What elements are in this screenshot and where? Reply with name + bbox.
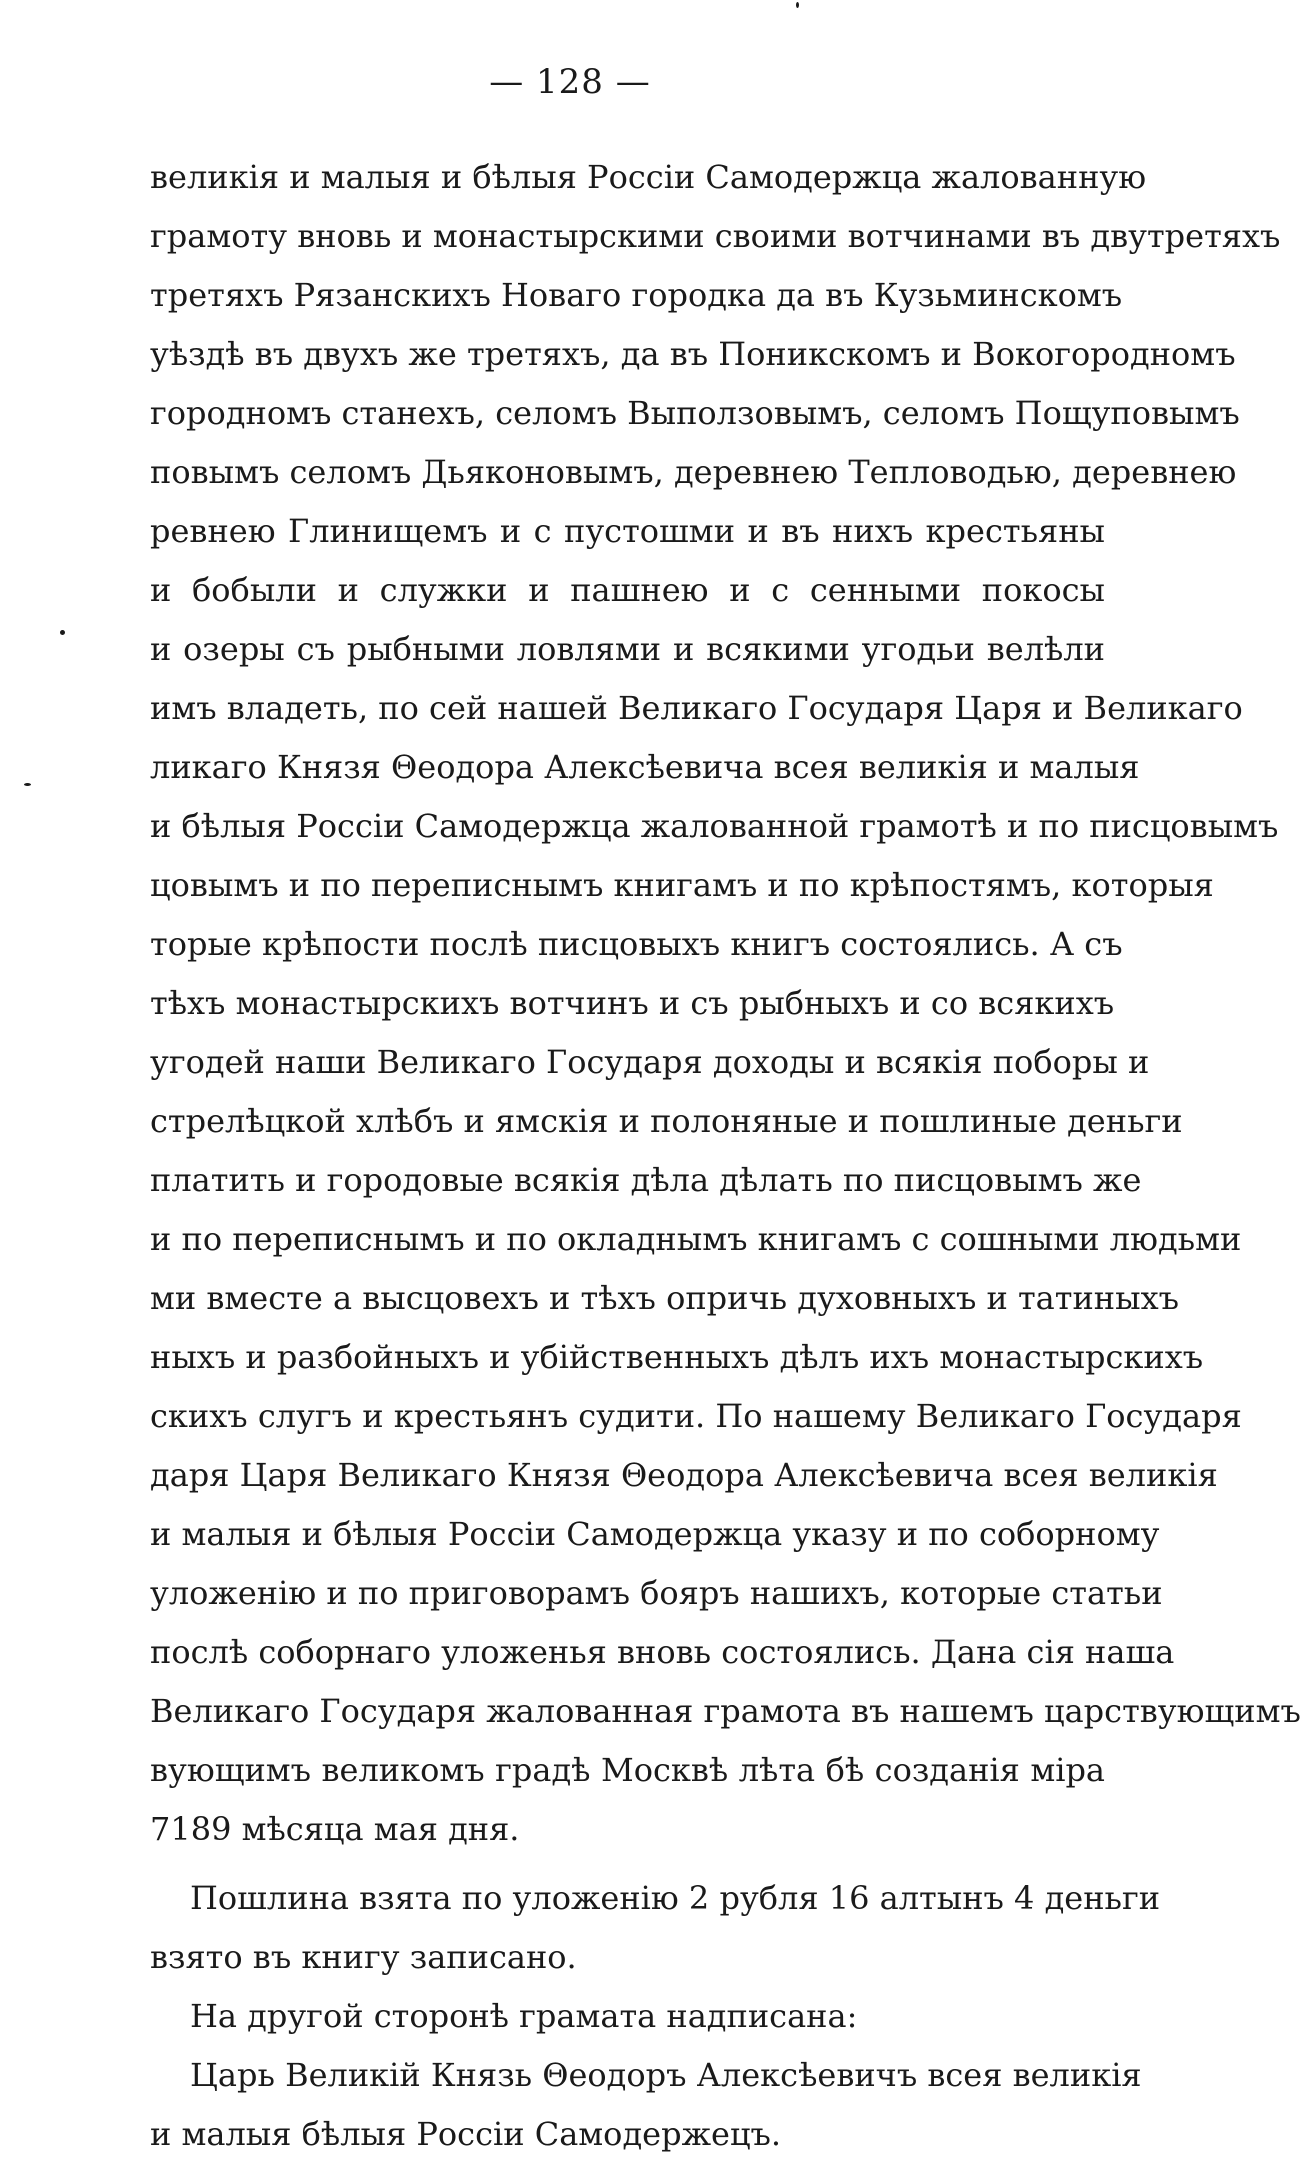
- text-line: Пошлина взята по уложенію 2 рубля 16 алтынъ 4 деньги: [190, 1879, 1161, 1917]
- text-line: третяхъ Рязанскихъ Новаго городка да въ Кузьминскомъ: [150, 276, 1123, 314]
- text-line: городномъ станехъ, селомъ Выползовымъ, селомъ Пощуповымъ: [150, 394, 1240, 432]
- text-line: великія и малыя и бѣлыя Россіи Самодержца жалованную: [150, 158, 1147, 196]
- text-line: скихъ слугъ и крестьянъ судити. По нашему Великаго Государя: [150, 1397, 1242, 1435]
- scan-speck: [796, 2, 799, 8]
- scan-speck: [24, 783, 31, 786]
- main-paragraph: [150, 148, 1301, 1859]
- text-line: ныхъ и разбойныхъ и убійственныхъ дѣлъ ихъ монастырскихъ: [150, 1338, 1204, 1376]
- text-line: даря Царя Великаго Князя Θеодора Алексѣевича всея великія: [150, 1456, 1218, 1494]
- text-line: На другой сторонѣ грамата надписана:: [190, 1997, 858, 2035]
- text-line: и малыя и бѣлыя Россіи Самодержца указу и по соборному: [150, 1515, 1160, 1553]
- text-line: имъ владеть, по сей нашей Великаго Государя Царя и Великаго: [150, 689, 1243, 727]
- text-line: угодей наши Великаго Государя доходы и всякія поборы и: [150, 1043, 1150, 1081]
- page-number: — 128 —: [489, 62, 651, 102]
- text-line: и малыя бѣлыя Россіи Самодержецъ.: [150, 2115, 782, 2153]
- text-line: ревнею Глинищемъ и с пустошми и въ нихъ крестьяны: [150, 512, 1105, 550]
- text-line: повымъ селомъ Дьяконовымъ, деревнею Тепловодью, деревнею: [150, 453, 1237, 491]
- text-line: грамоту вновь и монастырскими своими вотчинами въ двутретяхъ: [150, 217, 1281, 255]
- text-line: и бобыли и служки и пашнею и с сенными покосы: [150, 571, 1105, 609]
- text-line: торые крѣпости послѣ писцовыхъ книгъ состоялись. А съ: [150, 925, 1123, 963]
- text-line: взято въ книгу записано.: [150, 1938, 577, 1976]
- text-line: цовымъ и по переписнымъ книгамъ и по крѣпостямъ, которыя: [150, 866, 1214, 904]
- text-line: Царь Великій Князь Θеодоръ Алексѣевичъ всея великія: [190, 2056, 1142, 2094]
- duty-paragraph: [150, 1869, 1161, 1987]
- text-body: [150, 148, 1301, 2164]
- text-line: вующимъ великомъ градѣ Москвѣ лѣта бѣ созданія міра: [150, 1751, 1105, 1789]
- text-line: и бѣлыя Россіи Самодержца жалованной грамотѣ и по писцовымъ: [150, 807, 1279, 845]
- text-line: платить и городовые всякія дѣла дѣлать по писцовымъ же: [150, 1161, 1142, 1199]
- text-line: 7189 мѣсяца мая дня.: [150, 1810, 520, 1848]
- reverse-inscription: [150, 2046, 1142, 2164]
- text-line: послѣ соборнаго уложенья вновь состоялись. Дана сія наша: [150, 1633, 1175, 1671]
- text-line: Великаго Государя жалованная грамота въ нашемъ царствующимъ: [150, 1692, 1301, 1730]
- scan-speck: [60, 630, 65, 635]
- text-line: ликаго Князя Θеодора Алексѣевича всея великія и малыя: [150, 748, 1140, 786]
- text-line: и по переписнымъ и по окладнымъ книгамъ с сошными людьми: [150, 1220, 1242, 1258]
- text-line: стрелѣцкой хлѣбъ и ямскія и полоняные и пошлиные деньги: [150, 1102, 1183, 1140]
- text-line: уѣздѣ въ двухъ же третяхъ, да въ Поникскомъ и Вокогородномъ: [150, 335, 1236, 373]
- text-line: и озеры съ рыбными ловлями и всякими угодьи велѣли: [150, 630, 1105, 668]
- text-line: ми вместе а высцовехъ и тѣхъ опричь духовныхъ и татиныхъ: [150, 1279, 1179, 1317]
- text-line: тѣхъ монастырскихъ вотчинъ и съ рыбныхъ и со всякихъ: [150, 984, 1115, 1022]
- text-line: уложенію и по приговорамъ бояръ нашихъ, которые статьи: [150, 1574, 1163, 1612]
- reverse-note: [150, 1987, 1105, 2046]
